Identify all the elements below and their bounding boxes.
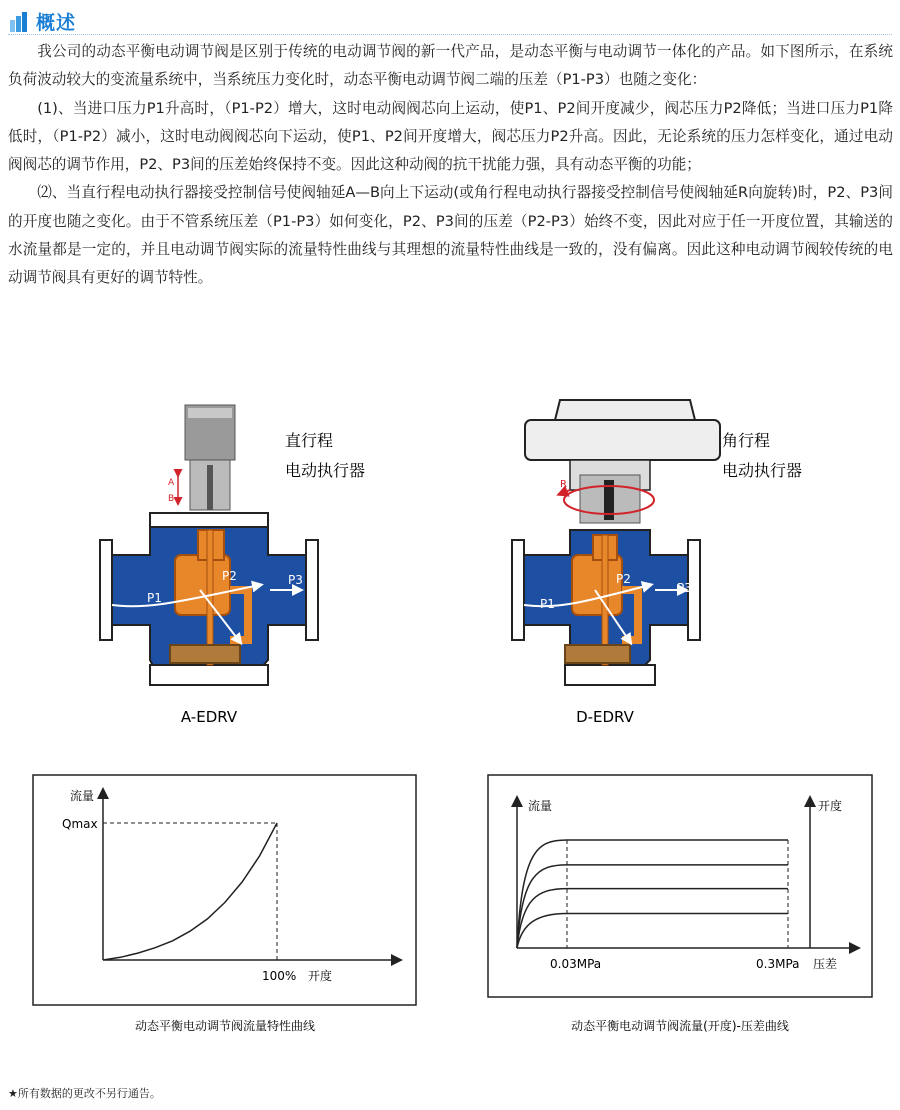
chart2-title: 动态平衡电动调节阀流量(开度)-压差曲线: [571, 1019, 789, 1033]
valve-a-edrv: [100, 405, 365, 726]
chart-flow-pressure: [488, 775, 872, 1033]
chart2-y2label: 开度: [818, 799, 843, 813]
valve-d-edrv: [512, 400, 802, 726]
chart1-xlabel: 开度: [308, 969, 333, 983]
model-d-edrv: D-EDRV: [576, 708, 634, 726]
chart1-x-marker: 100%: [262, 969, 297, 983]
label-p1-right: P1: [540, 597, 555, 611]
actuator-type-linear: 直行程: [285, 431, 334, 450]
chart-flow-characteristic: [33, 775, 416, 1033]
label-b: B: [168, 494, 175, 504]
label-p3-right: P3: [677, 581, 692, 595]
label-p1: P1: [147, 591, 162, 605]
label-p2-right: P2: [616, 572, 631, 586]
label-r: R: [560, 479, 567, 490]
chart2-ylabel: 流量: [528, 799, 553, 813]
footnote: ★所有数据的更改不另行通告。: [8, 1087, 161, 1100]
paragraph-point-1: (1)、当进口压力P1升高时，（P1-P2）增大，这时电动阀阀芯向上运动，使P1、P2间开度减少，阀芯压力P2降低；当进口压力P1降低时，（P1-P2）减小，这时电动阀阀芯向下运动，使P1、P2间开度增大，阀芯压力P2升高。因此，无论系统的压力怎样变化，通过电动阀阀芯的调节作用，P2、P3间的压差始终保持不变。因此这种动阀的抗干扰能力强，具有动态平衡的功能；: [8, 99, 893, 174]
chart2-tick-003: 0.03MPa: [550, 957, 602, 971]
label-a: A: [168, 478, 175, 488]
paragraph-point-2: ⑵、当直行程电动执行器接受控制信号使阀轴延A—B向上下运动(或角行程电动执行器接受控制信号使阀轴延R向旋转)时，P2、P3间的开度也随之变化。由于不管系统压差（P1-P3）如何变化，P2、P3间的压差（P2-P3）始终不变，因此对应于任一开度位置，其输送的水流量都是一定的，并且电动调节阀实际的流量特性曲线与其理想的流量特性曲线是一致的，没有偏离。因此这种电动调节阀较传统的电动调节阀具有更好的调节特性。: [8, 184, 893, 287]
actuator-name-linear: 电动执行器: [285, 461, 366, 480]
figures-canvas: [0, 380, 900, 1080]
chart1-qmax-label: Qmax: [62, 817, 98, 831]
overview-text: [8, 38, 893, 293]
chart2-xlabel: 压差: [813, 957, 838, 971]
paragraph-intro: 我公司的动态平衡电动调节阀是区别于传统的电动调节阀的新一代产品，是动态平衡与电动调节一体化的产品。如下图所示，在系统负荷波动较大的变流量系统中，当系统压力变化时，动态平衡电动调节阀二端的压差（P1-P3）也随之变化：: [8, 43, 893, 89]
section-title: 概述: [36, 11, 77, 34]
label-p3: P3: [288, 573, 303, 587]
actuator-name-rotary: 电动执行器: [722, 461, 803, 480]
chart1-ylabel: 流量: [70, 789, 95, 803]
section-header: [8, 6, 76, 36]
rotary-actuator-icon: [525, 420, 720, 460]
model-a-edrv: A-EDRV: [180, 708, 238, 726]
actuator-type-rotary: 角行程: [722, 431, 771, 450]
label-p2: P2: [222, 569, 237, 583]
chart1-frame: [33, 775, 416, 1005]
chart2-tick-03: 0.3MPa: [756, 957, 800, 971]
header-divider: [8, 34, 892, 35]
chart1-title: 动态平衡电动调节阀流量特性曲线: [134, 1019, 316, 1033]
bars-icon: [8, 10, 30, 32]
